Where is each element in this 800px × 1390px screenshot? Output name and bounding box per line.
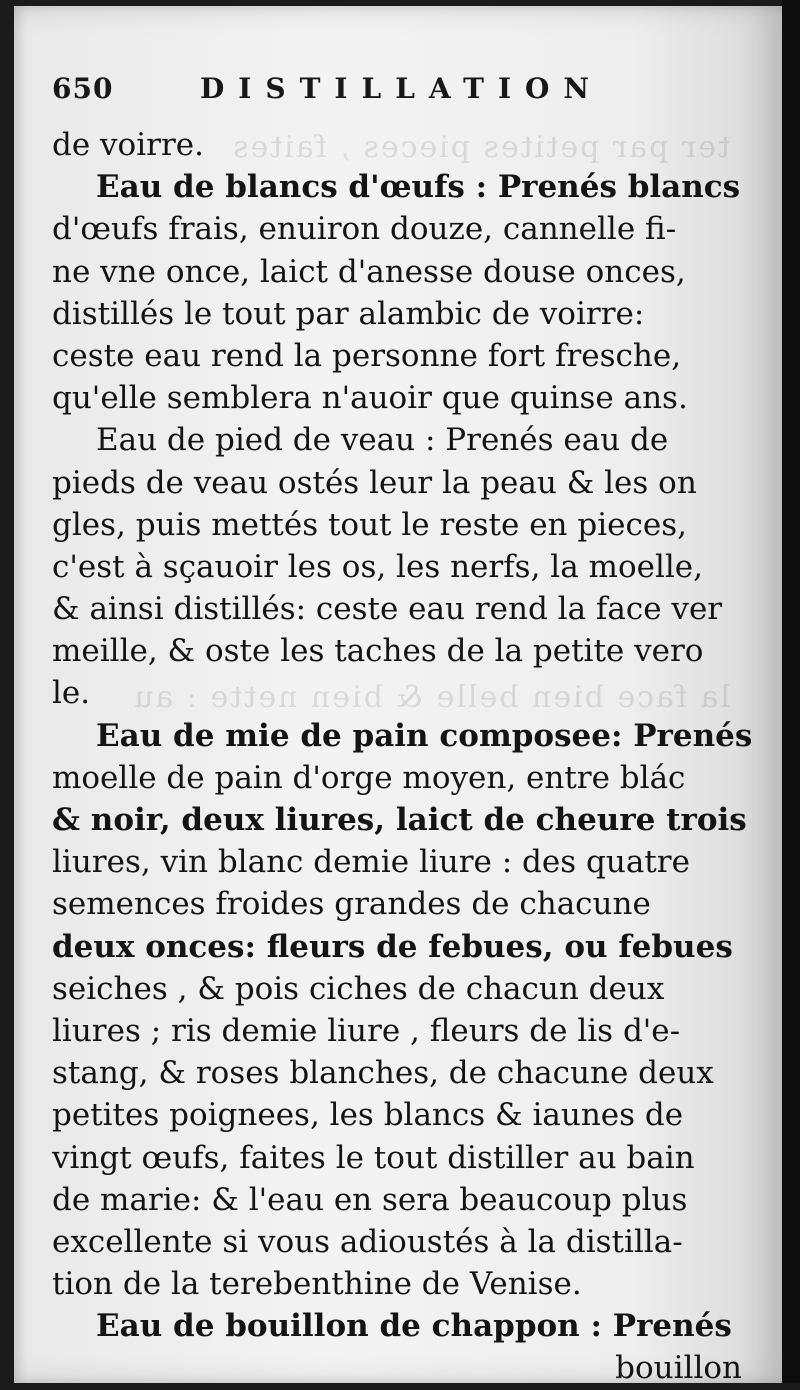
text-line: le. [52, 675, 91, 712]
text-line: distillés le tout par alambic de voirre: [52, 295, 645, 332]
text-line: semences froides grandes de chacune [52, 886, 651, 923]
text-line: & ainsi distillés: ceste eau rend la face ver [52, 591, 723, 628]
text-line: ceste eau rend la personne fort fresche, [52, 337, 682, 374]
text-line: moelle de pain d'orge moyen, entre blác [52, 759, 686, 796]
text-line: excellente si vous adioustés à la distilla- [52, 1223, 683, 1260]
text-line: de marie: & l'eau en sera beaucoup plus [52, 1181, 688, 1218]
text-line: vingt œufs, faites le tout distiller au bain [52, 1139, 695, 1176]
section-heading-line: Eau de blancs d'œufs : Prenés blancs [96, 169, 741, 206]
bleed-through-text: la face bien belle & bien nette : au [132, 680, 730, 715]
text-line: meille, & oste les taches de la petite vero [52, 633, 704, 670]
text-line: stang, & roses blanches, de chacune deux [52, 1055, 714, 1092]
text-line: petites poignees, les blancs & iaunes de [52, 1097, 684, 1134]
section-heading-line: Eau de bouillon de chappon : Prenés [96, 1308, 732, 1345]
text-line: c'est à sçauoir les os, les nerfs, la moelle, [52, 548, 703, 585]
page-header [50, 72, 750, 112]
text-line: seiches , & pois ciches de chacun deux [52, 970, 665, 1007]
text-line: qu'elle semblera n'auoir que quinse ans. [52, 380, 688, 417]
text-line: & noir, deux liures, laict de cheure trois [52, 802, 747, 838]
running-head: DISTILLATION [200, 72, 604, 105]
section-heading-line: Eau de pied de veau : Prenés eau de [96, 422, 669, 459]
text-line: de voirre. [52, 127, 204, 163]
text-line: gles, puis mettés tout le reste en pieces, [52, 506, 687, 543]
section-heading-line: Eau de mie de pain composee: Prenés [96, 717, 753, 754]
text-line: d'œufs frais, enuiron douze, cannelle fi- [52, 211, 677, 248]
page-edge-shadow [782, 0, 800, 1383]
text-line: pieds de veau ostés leur la peau & les on [52, 464, 697, 501]
body-text [52, 124, 753, 1390]
text-line: liures ; ris demie liure , fleurs de lis d'e- [52, 1012, 681, 1049]
catchword: bouillon [615, 1350, 742, 1387]
text-line: ne vne once, laict d'anesse douse onces, [52, 253, 686, 290]
text-line: tion de la terebenthine de Venise. [52, 1266, 582, 1303]
text-line: liures, vin blanc demie liure : des quatre [52, 844, 690, 881]
text-line: deux onces: fleurs de febues, ou febues [52, 928, 733, 965]
page-number: 650 [52, 72, 114, 105]
bleed-through-text: ter par petites pieces , faites [231, 130, 730, 165]
